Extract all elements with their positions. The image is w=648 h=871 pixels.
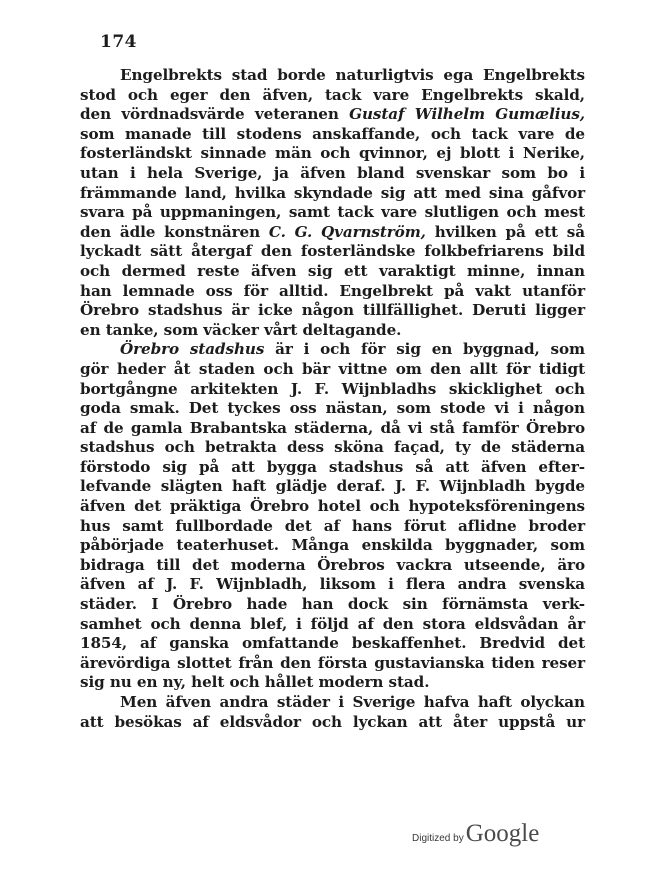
text-segment: goda smak. Det tyckes oss nästan, som stode vi i någon bbox=[80, 399, 585, 418]
body-text bbox=[80, 66, 585, 732]
text-segment: främmande land, hvilka skyndade sig att med sina gåfvor bbox=[80, 183, 585, 202]
text-segment: Örebro stadshus är icke någon tillfällighet. Deruti ligger bbox=[80, 301, 585, 320]
text-segment: af de gamla Brabantska städerna, då vi stå famför Örebro bbox=[80, 418, 585, 437]
italic-text-segment: Gustaf Wilhelm Gumælius, bbox=[349, 105, 585, 124]
text-line bbox=[80, 693, 585, 713]
text-segment: den ädle konstnären bbox=[80, 222, 269, 241]
text-segment: gör heder åt staden och bär vittne om den allt för tidigt bbox=[80, 359, 585, 378]
italic-text-segment: Örebro stadshus bbox=[120, 340, 265, 359]
page-number: 174 bbox=[100, 32, 137, 52]
digitized-by-watermark bbox=[412, 820, 539, 848]
text-line bbox=[80, 654, 585, 674]
text-line bbox=[80, 301, 585, 321]
text-line bbox=[80, 477, 585, 497]
text-line bbox=[80, 438, 585, 458]
text-line bbox=[80, 497, 585, 517]
text-line bbox=[80, 184, 585, 204]
text-segment: hus samt fullbordade det af hans förut aflidne broder bbox=[80, 516, 585, 535]
text-line bbox=[80, 458, 585, 478]
text-line bbox=[80, 321, 585, 341]
text-line bbox=[80, 595, 585, 615]
text-line bbox=[80, 223, 585, 243]
text-segment: hvilken på ett så bbox=[425, 222, 585, 241]
text-segment: som manade till stodens anskaffande, och tack vare de bbox=[80, 124, 585, 143]
text-line bbox=[80, 340, 585, 360]
text-line bbox=[80, 713, 585, 733]
text-line bbox=[80, 262, 585, 282]
text-line bbox=[80, 86, 585, 106]
text-segment: att besökas af eldsvådor och lyckan att åter uppstå ur bbox=[80, 712, 585, 731]
text-line bbox=[80, 634, 585, 654]
text-line bbox=[80, 556, 585, 576]
text-segment: bidraga till det moderna Örebros vackra utseende, äro bbox=[80, 555, 585, 574]
text-line bbox=[80, 164, 585, 184]
text-line bbox=[80, 673, 585, 693]
text-segment: förstodo sig på att bygga stadshus så att äfven efter- bbox=[80, 457, 585, 476]
text-line bbox=[80, 242, 585, 262]
text-segment: bortgångne arkitekten J. F. Wijnbladhs skicklighet och bbox=[80, 379, 585, 398]
digitized-by-label: Digitized by bbox=[412, 833, 464, 844]
text-segment: Engelbrekts stad borde naturligtvis ega Engelbrekts bbox=[120, 66, 585, 84]
text-segment: stadshus och betrakta dess sköna façad, ty de städerna bbox=[80, 438, 585, 457]
text-segment: och dermed reste äfven sig ett varaktigt minne, innan bbox=[80, 261, 585, 280]
text-line bbox=[80, 125, 585, 145]
text-line bbox=[80, 105, 585, 125]
text-segment: han lemnade oss för alltid. Engelbrekt på vakt utanför bbox=[80, 281, 585, 300]
text-segment: äfven det präktiga Örebro hotel och hypoteksföreningens bbox=[80, 497, 585, 516]
text-segment: lyckadt sätt återgaf den fosterländske folkbefriarens bild bbox=[80, 242, 585, 261]
text-segment: 1854, af ganska omfattande beskaffenhet. Bredvid det bbox=[80, 634, 585, 653]
text-segment: samhet och denna blef, i följd af den stora eldsvådan år bbox=[80, 614, 585, 633]
text-segment: fosterländskt sinnade män och qvinnor, ej blott i Nerike, bbox=[80, 144, 585, 163]
text-segment: en tanke, som väcker vårt deltagande. bbox=[80, 320, 402, 339]
text-line bbox=[80, 380, 585, 400]
text-line bbox=[80, 144, 585, 164]
text-segment: stod och eger den äfven, tack vare Engelbrekts skald, bbox=[80, 85, 585, 104]
text-segment: den vördnadsvärde veteranen bbox=[80, 105, 350, 124]
text-line bbox=[80, 203, 585, 223]
text-line bbox=[80, 615, 585, 635]
text-segment: påbörjade teaterhuset. Många enskilda byggnader, som bbox=[80, 536, 585, 555]
text-segment: Men äfven andra städer i Sverige hafva haft olyckan bbox=[120, 693, 585, 711]
text-segment: sig nu en ny, helt och hållet modern stad. bbox=[80, 673, 430, 692]
text-line bbox=[80, 66, 585, 86]
text-segment: lefvande slägten haft glädje deraf. J. F. Wijnbladh bygde bbox=[80, 477, 585, 496]
text-line bbox=[80, 419, 585, 439]
text-segment: svara på uppmaningen, samt tack vare slutligen och mest bbox=[80, 203, 585, 222]
text-segment: äfven af J. F. Wijnbladh, liksom i flera andra svenska bbox=[80, 575, 585, 594]
text-line bbox=[80, 517, 585, 537]
text-line bbox=[80, 360, 585, 380]
text-line bbox=[80, 399, 585, 419]
text-line bbox=[80, 536, 585, 556]
google-logo: Google bbox=[465, 820, 540, 847]
text-segment: är i och för sig en byggnad, som bbox=[264, 340, 585, 359]
text-segment: ärevördiga slottet från den första gustavianska tiden reser bbox=[80, 653, 585, 672]
text-line bbox=[80, 575, 585, 595]
text-segment: städer. I Örebro hade han dock sin förnämsta verk- bbox=[80, 595, 585, 614]
text-line bbox=[80, 282, 585, 302]
italic-text-segment: C. G. Qvarnström, bbox=[268, 222, 426, 241]
text-segment: utan i hela Sverige, ja äfven bland svenskar som bo i bbox=[80, 163, 585, 182]
